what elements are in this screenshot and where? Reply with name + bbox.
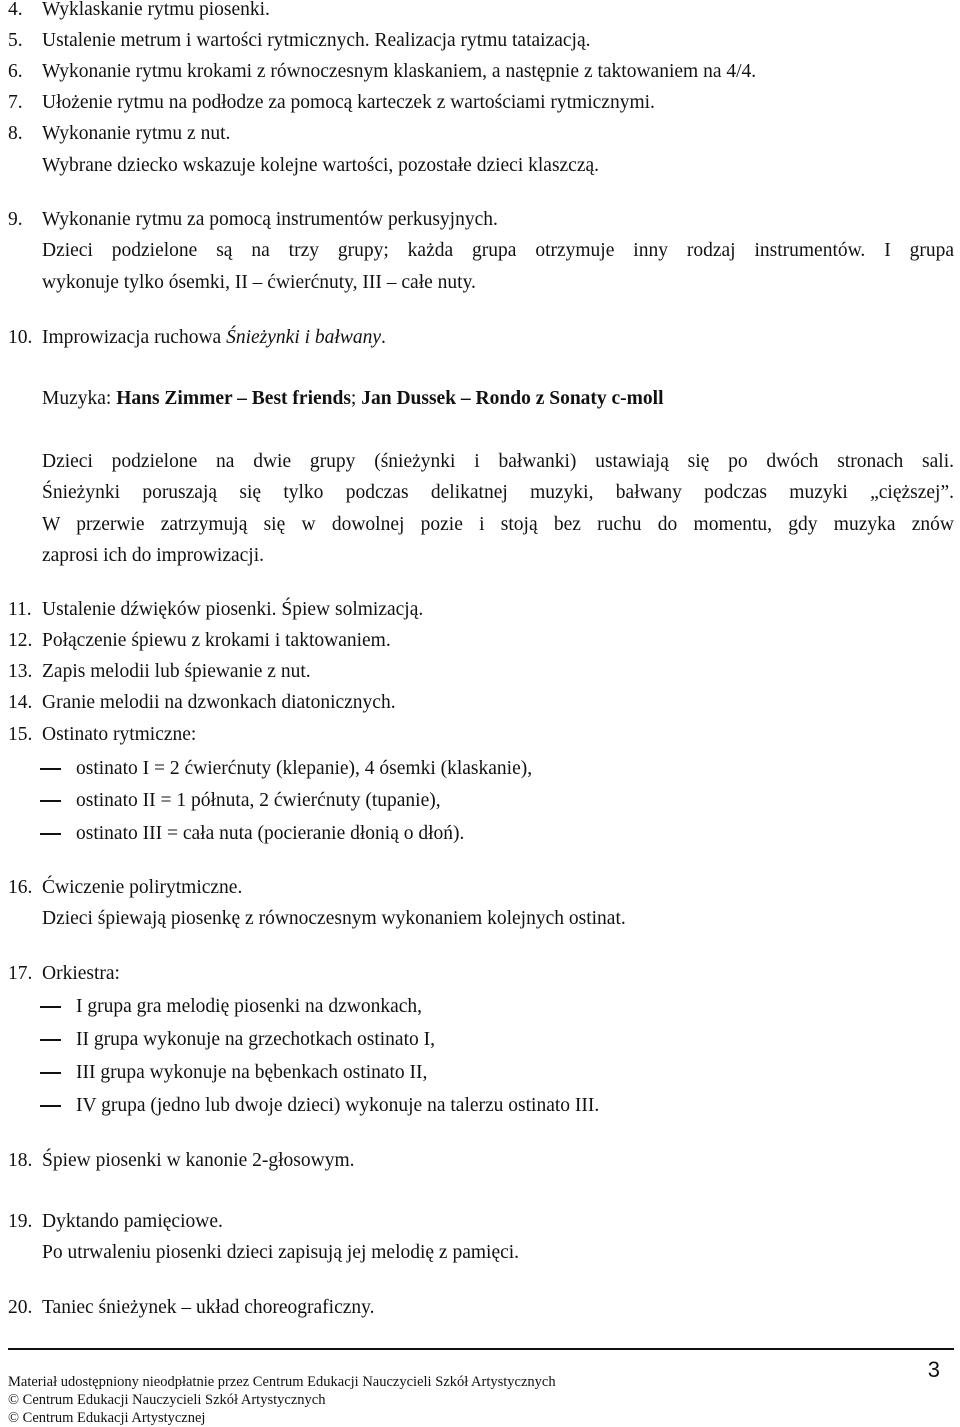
bullet-text: III grupa wykonuje na bębenkach ostinato II, — [76, 1062, 428, 1083]
item-number: 19. — [8, 1211, 33, 1232]
title-italic: Śnieżynki i bałwany — [226, 327, 381, 348]
bullet-text: I grupa gra melodię piosenki na dzwonkach, — [76, 996, 423, 1017]
item-number: 11. — [8, 599, 32, 620]
item-title: Wykonanie rytmu za pomocą instrumentów perkusyjnych. — [42, 209, 498, 230]
music-credits — [42, 387, 664, 411]
dash-bullet — [40, 1006, 61, 1008]
footer-line-1: Materiał udostępniony nieodpłatnie przez Centrum Edukacji Nauczycieli Szkół Artystycznych — [8, 1374, 556, 1390]
item-title: Śpiew piosenki w kanonie 2-głosowym. — [42, 1150, 355, 1171]
paragraph-text: W przerwie zatrzymują się w dowolnej pozie i stoją bez ruchu do momentu, gdy muzyka znów — [42, 514, 954, 535]
item-number: 7. — [8, 92, 23, 113]
item-number: 18. — [8, 1150, 33, 1171]
item-number: 6. — [8, 61, 23, 82]
item-description: Wybrane dziecko wskazuje kolejne wartości, pozostałe dzieci klaszczą. — [42, 155, 600, 176]
item-title: Wykonanie rytmu krokami z równoczesnym klaskaniem, a następnie z taktowaniem na 4/4. — [42, 61, 757, 82]
item-number: 17. — [8, 963, 33, 984]
item-description: Dzieci podzielone są na trzy grupy; każda grupa otrzymuje inny rodzaj instrumentów. I grupa — [42, 240, 954, 261]
item-title: Taniec śnieżynek – układ choreograficzny. — [42, 1297, 375, 1318]
item-number: 14. — [8, 692, 33, 713]
item-title: Ostinato rytmiczne: — [42, 724, 197, 745]
item-title: Ustalenie metrum i wartości rytmicznych. Realizacja rytmu tataizacją. — [42, 30, 591, 51]
music-piece-2: Jan Dussek – Rondo z Sonaty c-moll — [361, 388, 664, 409]
item-number: 20. — [8, 1297, 33, 1318]
item-title: Dyktando pamięciowe. — [42, 1211, 223, 1232]
item-number: 15. — [8, 724, 33, 745]
item-title: Wyklaskanie rytmu piosenki. — [42, 0, 270, 20]
item-number: 4. — [8, 0, 23, 20]
item-description: wykonuje tylko ósemki, II – ćwierćnuty, III – całe nuty. — [42, 272, 476, 293]
bullet-text: IV grupa (jedno lub dwoje dzieci) wykonuje na talerzu ostinato III. — [76, 1095, 600, 1116]
item-description: Po utrwaleniu piosenki dzieci zapisują jej melodię z pamięci. — [42, 1242, 520, 1263]
item-number: 9. — [8, 209, 23, 230]
footer-line-2: © Centrum Edukacji Nauczycieli Szkół Artystycznych — [8, 1392, 326, 1408]
dash-bullet — [40, 1039, 61, 1041]
dash-bullet — [40, 1105, 61, 1107]
music-separator: ; — [350, 388, 362, 409]
bullet-text: ostinato II = 1 półnuta, 2 ćwierćnuty (tupanie), — [76, 790, 441, 811]
item-title: Granie melodii na dzwonkach diatonicznych. — [42, 692, 396, 713]
item-title — [42, 326, 386, 350]
item-title: Połączenie śpiewu z krokami i taktowaniem. — [42, 630, 391, 651]
paragraph-text: zaprosi ich do improwizacji. — [42, 545, 265, 566]
item-number: 5. — [8, 30, 23, 51]
item-title: Zapis melodii lub śpiewanie z nut. — [42, 661, 311, 682]
bullet-text: II grupa wykonuje na grzechotkach ostinato I, — [76, 1029, 435, 1050]
item-number: 10. — [8, 327, 33, 348]
item-number: 16. — [8, 877, 33, 898]
bullet-text: ostinato III = cała nuta (pocieranie dłonią o dłoń). — [76, 823, 465, 844]
item-description: Dzieci śpiewają piosenkę z równoczesnym wykonaniem kolejnych ostinat. — [42, 908, 626, 929]
page-number: 3 — [927, 1357, 940, 1382]
bullet-text: ostinato I = 2 ćwierćnuty (klepanie), 4 ósemki (klaskanie), — [76, 758, 533, 779]
item-number: 8. — [8, 123, 23, 144]
dash-bullet — [40, 800, 61, 802]
title-prefix: Improwizacja ruchowa — [42, 327, 227, 348]
item-title: Ustalenie dźwięków piosenki. Śpiew solmizacją. — [42, 599, 424, 620]
item-number: 13. — [8, 661, 33, 682]
footer-divider — [8, 1348, 954, 1350]
item-number: 12. — [8, 630, 33, 651]
item-title: Ułożenie rytmu na podłodze za pomocą karteczek z wartościami rytmicznymi. — [42, 92, 655, 113]
item-title: Orkiestra: — [42, 963, 120, 984]
music-piece-1: Hans Zimmer – Best friends — [116, 388, 351, 409]
item-title: Wykonanie rytmu z nut. — [42, 123, 231, 144]
dash-bullet — [40, 768, 61, 770]
title-suffix: . — [380, 327, 386, 348]
footer-line-3: © Centrum Edukacji Artystycznej — [8, 1410, 206, 1426]
paragraph-text: Dzieci podzielone na dwie grupy (śnieżynki i bałwanki) ustawiają się po dwóch stronach sali. — [42, 451, 954, 472]
music-label: Muzyka: — [42, 388, 117, 409]
dash-bullet — [40, 833, 61, 835]
item-title: Ćwiczenie polirytmiczne. — [42, 877, 243, 898]
paragraph-text: Śnieżynki poruszają się tylko podczas delikatnej muzyki, bałwany podczas muzyki „cięższej”. — [42, 482, 954, 503]
dash-bullet — [40, 1072, 61, 1074]
